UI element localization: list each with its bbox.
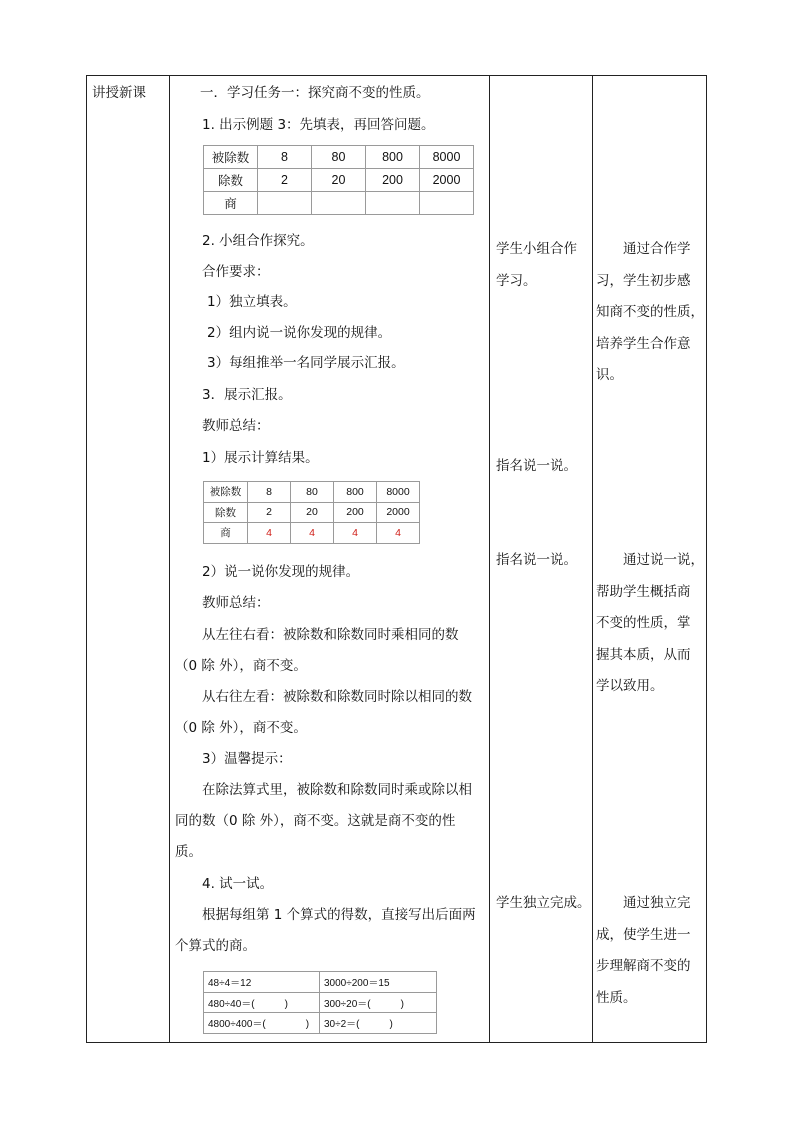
practice-table [203,971,437,1034]
design-intent [596,888,691,1014]
student-activity: 学生独立完成。 [496,895,591,911]
table-cell: 商 [204,192,258,215]
requirement-3: 3）每组推举一名同学展示汇报。 [207,355,405,371]
requirement-1: 1）独立填表。 [207,294,297,310]
table-cell: 200 [334,502,377,523]
intent-line: 性质。 [596,989,637,1006]
table-cell: 8000 [420,146,474,169]
column-divider [489,76,490,1042]
intent-line: 习，学生初步感 [596,272,691,289]
table-cell: 2 [248,502,291,523]
intent-line: 通过合作学 [596,241,691,257]
equation-cell: 30÷2＝( ) [320,1013,437,1034]
table-row [204,523,420,544]
table-cell: 80 [291,482,334,503]
table-row [204,992,437,1013]
design-intent [596,545,704,703]
tip-heading: 3）温馨提示： [202,751,292,767]
table-row [204,169,474,192]
table-row [204,192,474,215]
step-2: 2. 小组合作探究。 [202,233,314,249]
table-cell: 800 [366,146,420,169]
step-1: 1. 出示例题 3：先填表，再回答问题。 [202,117,435,133]
table-cell: 8 [248,482,291,503]
intent-line: 培养学生合作意 [596,335,691,352]
equation-cell: 3000÷200＝15 [320,972,437,993]
tip-line: 同的数（0 除 外），商不变。这就是商不变的性 [175,813,456,829]
intent-line: 通过说一说， [596,552,704,568]
step-4: 4. 试一试。 [202,876,274,892]
table-cell: 80 [312,146,366,169]
tip-line: 在除法算式里，被除数和除数同时乘或除以相 [202,782,472,798]
table-row [204,502,420,523]
student-activity: 指名说一说。 [496,458,577,474]
table-cell: 商 [204,523,248,544]
table-cell: 2000 [377,502,420,523]
table-cell [420,192,474,215]
student-activity [496,234,577,297]
intent-line: 识。 [596,367,623,383]
rule-left-to-right-cont: （0 除 外），商不变。 [175,658,307,674]
equation-cell: 300÷20＝( ) [320,992,437,1013]
intent-line: 学以致用。 [596,678,664,694]
table-cell: 800 [334,482,377,503]
table-cell: 2 [258,169,312,192]
rule-left-to-right: 从左往右看：被除数和除数同时乘相同的数 [202,627,459,643]
table-row [204,1013,437,1034]
intent-line: 握其本质，从而 [596,646,691,663]
table-cell: 20 [291,502,334,523]
table-cell [312,192,366,215]
intent-line: 帮助学生概括商 [596,583,691,600]
table-cell: 除数 [204,169,258,192]
example-table-filled [203,481,420,544]
table-row [204,146,474,169]
show-result: 1）展示计算结果。 [202,450,319,466]
rule-right-to-left: 从右往左看：被除数和除数同时除以相同的数 [202,689,472,705]
intent-line: 知商不变的性质， [596,304,704,320]
intent-line: 成，使学生进一 [596,926,691,943]
say-rule: 2）说一说你发现的规律。 [202,564,360,580]
table-cell: 被除数 [204,146,258,169]
table-cell: 除数 [204,502,248,523]
coop-requirement: 合作要求： [202,264,270,280]
column-divider [592,76,593,1042]
intent-line: 通过独立完 [596,895,691,911]
table-row [204,972,437,993]
intent-line: 步理解商不变的 [596,958,691,974]
section-label: 讲授新课 [92,85,146,101]
try-instruction: 根据每组第 1 个算式的得数，直接写出后面两 [202,907,476,923]
teacher-summary: 教师总结： [202,418,270,434]
table-cell: 8 [258,146,312,169]
student-activity-line: 学生小组合作 [496,241,577,257]
teacher-summary: 教师总结： [202,595,270,611]
quotient-cell: 4 [248,523,291,544]
equation-cell: 4800÷400＝( ) [204,1013,320,1034]
example-table-blank [203,145,474,215]
step-3: 3．展示汇报。 [202,387,292,403]
design-intent [596,234,704,392]
table-cell [258,192,312,215]
student-activity-line: 学习。 [496,272,537,289]
table-cell: 20 [312,169,366,192]
quotient-cell: 4 [291,523,334,544]
task-title: 一．学习任务一：探究商不变的性质。 [200,85,430,101]
table-cell: 200 [366,169,420,192]
table-cell: 2000 [420,169,474,192]
requirement-2: 2）组内说一说你发现的规律。 [207,325,392,341]
try-instruction-cont: 个算式的商。 [175,938,256,954]
equation-cell: 48÷4＝12 [204,972,320,993]
equation-cell: 480÷40＝( ) [204,992,320,1013]
table-row [204,482,420,503]
tip-line: 质。 [175,844,202,860]
quotient-cell: 4 [377,523,420,544]
table-cell: 被除数 [204,482,248,503]
intent-line: 不变的性质，掌 [596,615,691,631]
column-divider [169,76,170,1042]
table-cell [366,192,420,215]
table-cell: 8000 [377,482,420,503]
quotient-cell: 4 [334,523,377,544]
student-activity: 指名说一说。 [496,552,577,568]
rule-right-to-left-cont: （0 除 外），商不变。 [175,720,307,736]
